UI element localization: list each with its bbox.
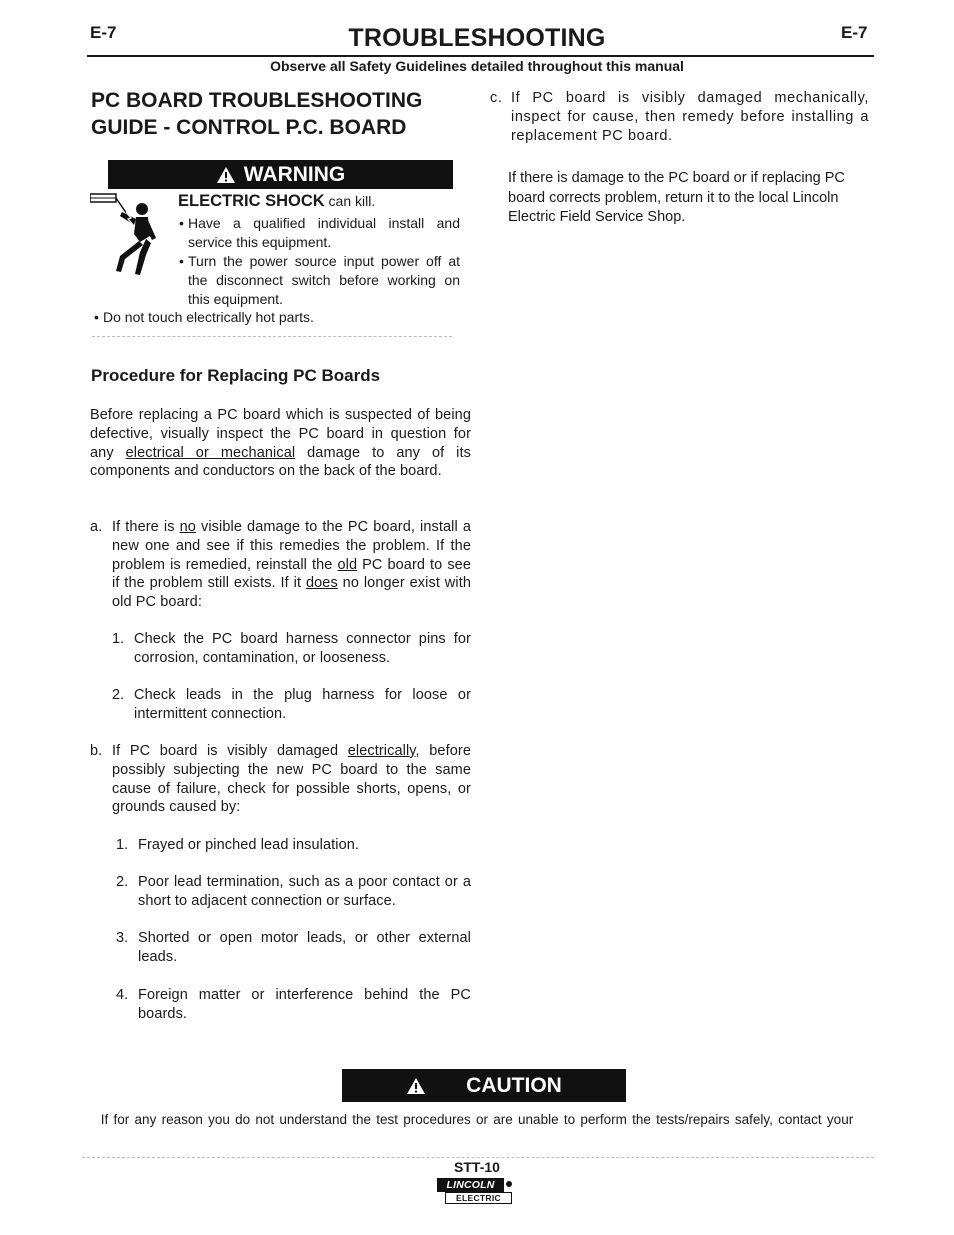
caution-text: If for any reason you do not understand the test procedures or are unable to perform the tests/repairs safely, contact your [100,1112,854,1127]
procedure-subitem: 1. Check the PC board harness connector pins for corrosion, contamination, or looseness. [112,631,471,666]
intro-paragraph: Before replacing a PC board which is suspected of being defective, visually inspect the PC board in question for any electrical or mechanical damage to any of its components and conductors on the back of the board. [90,407,471,480]
registered-mark-icon [506,1181,512,1187]
procedure-heading: Procedure for Replacing PC Boards [91,366,381,385]
section-title: PC BOARD TROUBLESHOOTING GUIDE - CONTROL P.C. BOARD [91,89,423,139]
warning-bullet: • Do not touch electrically hot parts. [94,309,314,325]
electric-shock-rest: can kill. [324,193,376,209]
procedure-subitem: 2. Poor lead termination, such as a poor contact or a short to adjacent connection or surface. [116,874,471,909]
electric-shock-icon [90,192,172,277]
footer-divider [82,1157,874,1158]
procedure-subitem: 3. Shorted or open motor leads, or other external leads. [116,930,471,965]
closing-note: If there is damage to the PC board or if replacing PC board corrects problem, return it to the local Lincoln Electric Field Service Shop. [508,170,845,225]
procedure-item-b: b. If PC board is visibly damaged electrically, before possibly subjecting the new PC board to the same cause of failure, check for possible shorts, opens, or grounds caused by: [90,743,471,816]
caution-label: CAUTION [466,1073,562,1097]
page-code-left: E-7 [90,23,117,42]
warning-banner [108,160,453,189]
warning-bullet: • Have a qualified individual install and service this equipment. [179,215,460,250]
procedure-item-c: c. If PC board is visibly damaged mechanically, inspect for cause, then remedy before installing a replacement PC board. [490,90,869,144]
procedure-subitem: 1. Frayed or pinched lead insulation. [116,837,360,853]
safety-note: Observe all Safety Guidelines detailed throughout this manual [270,58,684,74]
procedure-item-a: a. If there is no visible damage to the PC board, install a new one and see if this remedies the problem. If the problem is remedied, reinstall the old PC board to see if the problem still exists. If it does no longer exist with old PC board: [90,519,471,611]
warning-triangle-icon [216,166,236,184]
warning-divider [92,336,452,337]
warning-bullet: • Turn the power source input power off at the disconnect switch before working on this equipment. [179,253,460,307]
page-code-right: E-7 [841,23,868,42]
page-title: TROUBLESHOOTING [348,24,606,52]
model-code: STT-10 [454,1159,500,1175]
caution-triangle-icon [406,1077,426,1095]
procedure-subitem: 4. Foreign matter or interference behind the PC boards. [116,987,471,1022]
electric-shock-heading [178,192,375,211]
procedure-subitem: 2. Check leads in the plug harness for loose or intermittent connection. [112,687,471,722]
electric-shock-bold: ELECTRIC SHOCK [178,192,325,210]
header-rule [87,55,874,57]
warning-label: WARNING [243,162,346,186]
caution-banner [342,1069,626,1102]
lincoln-electric-logo: LINCOLN ELECTRIC [437,1178,513,1206]
